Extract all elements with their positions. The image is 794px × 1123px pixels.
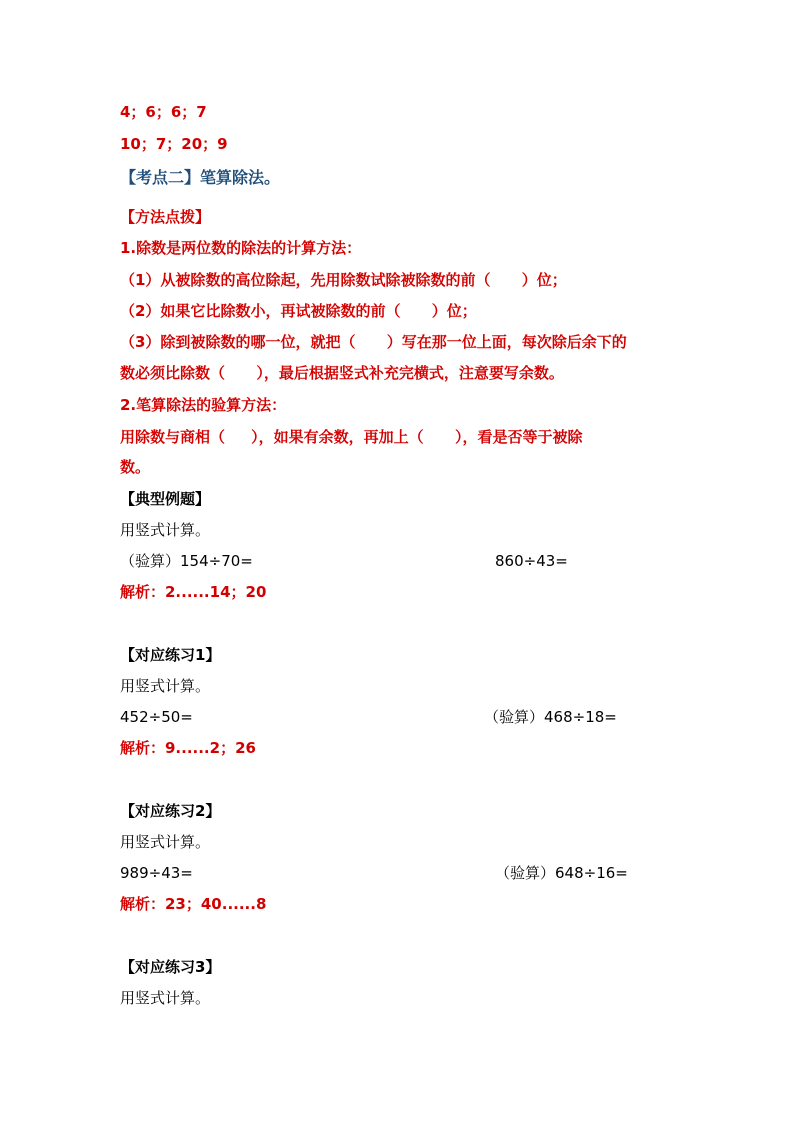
method-check-line-1: 用除数与商相（ ），如果有余数，再加上（ ），看是否等于被除 bbox=[120, 428, 583, 446]
method-step-3-line-1: （3）除到被除数的哪一位，就把（ ）写在那一位上面，每次除后余下的 bbox=[120, 333, 627, 351]
method-check-line-2: 数。 bbox=[120, 458, 151, 476]
practice-2-problem-left: 989÷43= bbox=[120, 864, 193, 882]
method-step-3-line-2: 数必须比除数（ ），最后根据竖式补充完横式，注意要写余数。 bbox=[120, 364, 564, 382]
section-title: 【考点二】笔算除法。 bbox=[120, 168, 281, 187]
practice-1-problem-left: 452÷50= bbox=[120, 708, 193, 726]
practice-2-instruction: 用竖式计算。 bbox=[120, 833, 211, 851]
practice-1-instruction: 用竖式计算。 bbox=[120, 677, 211, 695]
method-step-2: （2）如果它比除数小，再试被除数的前（ ）位； bbox=[120, 302, 477, 320]
prev-answer-line-1: 4；6；6；7 bbox=[120, 103, 207, 121]
method-point-2-title: 2.笔算除法的验算方法： bbox=[120, 396, 287, 414]
method-point-1-title: 1.除数是两位数的除法的计算方法： bbox=[120, 239, 362, 257]
prev-answer-line-2: 10；7；20；9 bbox=[120, 135, 228, 153]
practice-2-problem-right: （验算）648÷16= bbox=[495, 864, 628, 882]
example-problem-left: （验算）154÷70= bbox=[120, 552, 253, 570]
practice-3-heading: 【对应练习3】 bbox=[120, 958, 221, 976]
method-step-1: （1）从被除数的高位除起，先用除数试除被除数的前（ ）位； bbox=[120, 271, 567, 289]
example-problem-right: 860÷43= bbox=[495, 552, 568, 570]
example-instruction: 用竖式计算。 bbox=[120, 521, 211, 539]
practice-2-heading: 【对应练习2】 bbox=[120, 802, 221, 820]
practice-2-answer: 解析：23；40......8 bbox=[120, 895, 267, 913]
practice-1-problem-right: （验算）468÷18= bbox=[484, 708, 617, 726]
example-answer: 解析：2......14；20 bbox=[120, 583, 267, 601]
practice-3-instruction: 用竖式计算。 bbox=[120, 989, 211, 1007]
practice-1-answer: 解析：9......2；26 bbox=[120, 739, 256, 757]
example-heading: 【典型例题】 bbox=[120, 490, 211, 508]
method-heading: 【方法点拨】 bbox=[120, 208, 211, 226]
practice-1-heading: 【对应练习1】 bbox=[120, 646, 221, 664]
